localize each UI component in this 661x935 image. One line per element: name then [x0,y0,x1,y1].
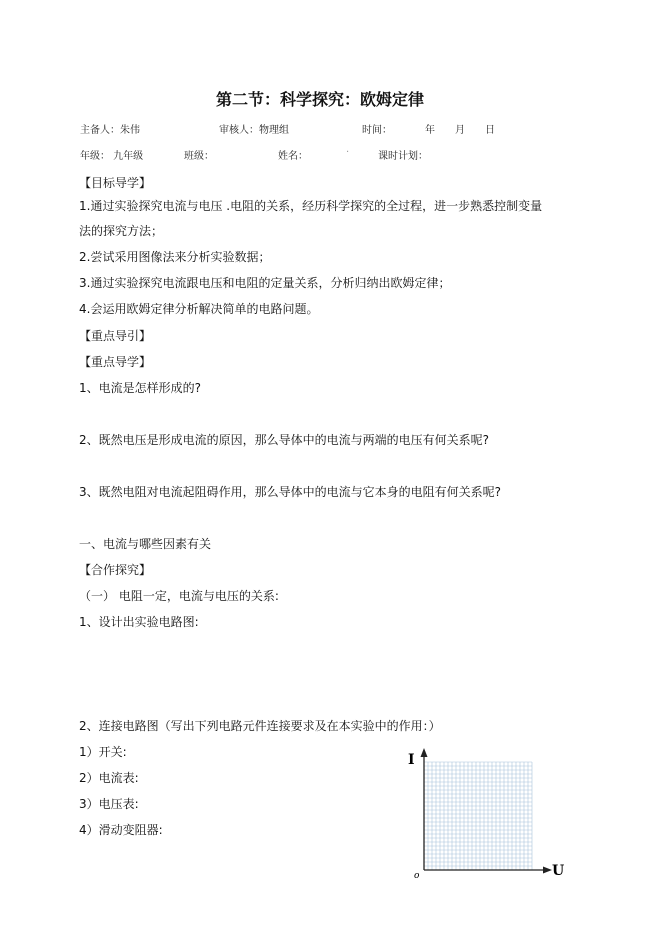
part-1-heading: 一、电流与哪些因素有关 [79,537,212,551]
time-label: 时间： [362,125,392,136]
plan-label: 课时计划： [378,151,428,162]
grade: 年级： 九年级 [80,151,144,162]
dot-mark: · [346,147,350,158]
iu-graph [404,748,574,928]
class-label: 班级： [184,151,214,162]
goal-3: 3.通过实验探究电流跟电压和电阻的定量关系，分析归纳出欧姆定律； [79,276,451,290]
preparer: 主备人：朱伟 [80,125,140,136]
sub-heading-1: （一） 电阻一定，电流与电压的关系: [79,589,279,603]
step-1: 1、设计出实验电路图: [79,615,199,629]
name-label: 姓名： [278,151,308,162]
day-label: 日 [485,125,495,136]
goal-4: 4.会运用欧姆定律分析解决简单的电路问题。 [79,302,319,316]
item-rheostat: 4）滑动变阻器: [79,823,163,837]
page-title: 第二节：科学探究：欧姆定律 [216,90,425,109]
month-label: 月 [455,125,465,136]
coop-header: 【合作探究】 [79,563,152,577]
question-1: 1、电流是怎样形成的? [79,381,202,395]
question-2: 2、既然电压是形成电流的原因，那么导体中的电流与两端的电压有何关系呢? [79,433,490,447]
item-switch: 1）开关: [79,745,127,759]
key-guide-header: 【重点导引】 [79,329,152,343]
question-3: 3、既然电阻对电流起阻碍作用，那么导体中的电流与它本身的电阻有何关系呢? [79,485,502,499]
year-label: 年 [425,125,435,136]
goals-header: 【目标导学】 [79,176,152,190]
origin-label: o [414,871,420,881]
x-axis-label: U [552,863,565,879]
item-ammeter: 2）电流表: [79,771,139,785]
y-axis-label: I [408,752,415,768]
goal-2: 2.尝试采用图像法来分析实验数据； [79,250,271,264]
key-study-header: 【重点导学】 [79,355,152,369]
item-voltmeter: 3）电压表: [79,797,139,811]
graph-grid [424,762,532,870]
step-2: 2、连接电路图（写出下列电路元件连接要求及在本实验中的作用：） [79,719,441,733]
goal-1-line-2: 法的探究方法； [79,224,164,238]
y-axis-arrow [421,748,428,757]
reviewer: 审核人：物理组 [219,125,289,136]
x-axis-arrow [543,867,552,874]
goal-1-line-1: 1.通过实验探究电流与电压 .电阻的关系，经历科学探究的全过程，进一步熟悉控制变量 [79,199,543,213]
